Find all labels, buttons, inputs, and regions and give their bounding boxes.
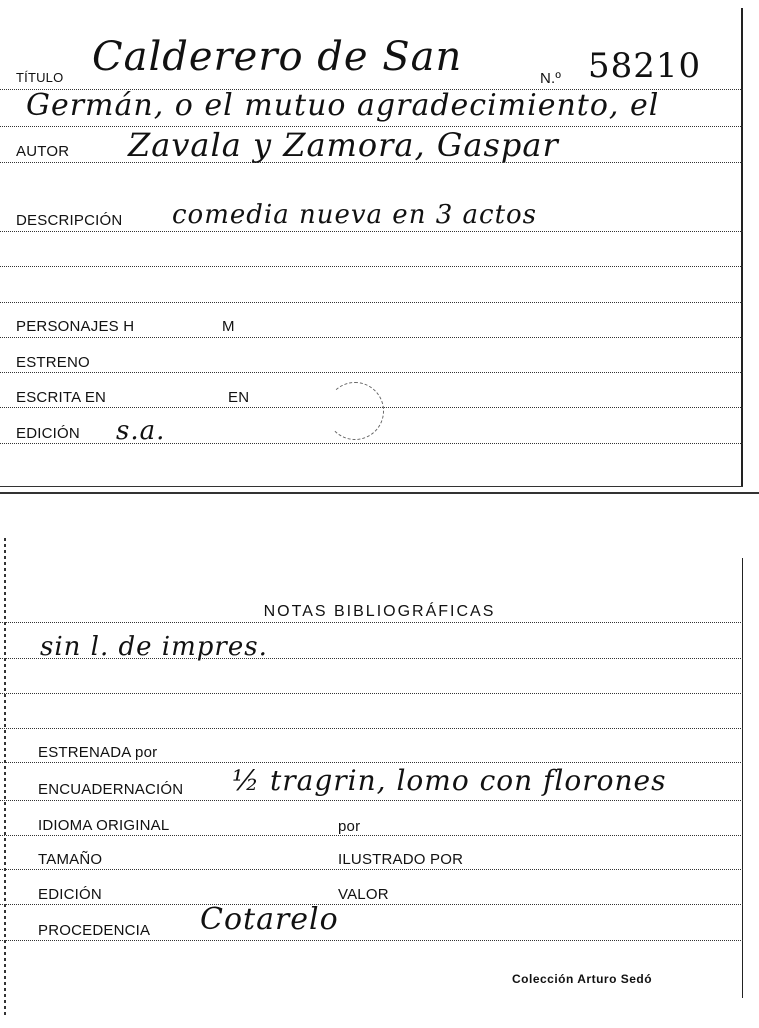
card-right-edge	[741, 8, 743, 486]
tamano-line	[0, 869, 743, 870]
punch-hole-mark	[326, 382, 384, 440]
edicion-line	[0, 443, 743, 444]
personajes-line	[0, 337, 743, 338]
nota-line	[0, 658, 743, 659]
catalog-card-front	[0, 0, 759, 495]
numero-value: 58210	[588, 46, 702, 86]
tamano-label: TAMAÑO	[38, 851, 103, 868]
valor-label: VALOR	[338, 886, 389, 903]
descripcion-label: DESCRIPCIÓN	[16, 212, 123, 229]
idioma-label: IDIOMA ORIGINAL	[38, 817, 170, 834]
descripcion-line	[0, 231, 743, 232]
card-bottom-edge	[0, 486, 743, 487]
notas-line	[0, 622, 743, 623]
titulo-label: TÍTULO	[16, 70, 64, 85]
edicion-value: s.a.	[116, 416, 166, 446]
blank-line-1	[0, 266, 743, 267]
autor-value: Zavala y Zamora, Gaspar	[128, 126, 559, 164]
titulo-value: Calderero de San	[92, 34, 463, 80]
ilustrado-label: ILUSTRADO POR	[338, 851, 464, 868]
idioma-line	[0, 835, 743, 836]
blank-line-4	[0, 728, 743, 729]
idioma-por-label: por	[338, 818, 361, 835]
procedencia-line	[0, 940, 743, 941]
collection-footer: Colección Arturo Sedó	[512, 972, 653, 986]
edicion-label: EDICIÓN	[16, 425, 80, 442]
descripcion-value: comedia nueva en 3 actos	[172, 200, 538, 230]
titulo-continuation: Germán, o el mutuo agradecimiento, el	[26, 88, 660, 123]
autor-label: AUTOR	[16, 143, 70, 160]
edicion-back-line	[0, 904, 743, 905]
estreno-line	[0, 372, 743, 373]
notas-heading: NOTAS BIBLIOGRÁFICAS	[263, 603, 496, 620]
personajes-m-label: M	[222, 318, 235, 335]
card-right-edge-back	[742, 558, 743, 998]
escrita-en-label: EN	[228, 389, 250, 406]
estrenada-label: ESTRENADA por	[38, 744, 158, 761]
numero-label: N.º	[540, 70, 562, 87]
procedencia-value: Cotarelo	[200, 902, 339, 937]
catalog-card-back	[0, 538, 759, 1018]
autor-line	[0, 162, 743, 163]
blank-line-3	[0, 693, 743, 694]
edicion-back-label: EDICIÓN	[38, 886, 102, 903]
personajes-label: PERSONAJES H	[16, 318, 135, 335]
procedencia-label: PROCEDENCIA	[38, 922, 151, 939]
estrenada-line	[0, 762, 743, 763]
nota-value: sin l. de impres.	[40, 632, 268, 662]
escrita-label: ESCRITA EN	[16, 389, 107, 406]
encuadernacion-label: ENCUADERNACIÓN	[38, 781, 184, 798]
estreno-label: ESTRENO	[16, 354, 90, 371]
blank-line-2	[0, 302, 743, 303]
card-divider	[0, 492, 759, 494]
encuadernacion-line	[0, 800, 743, 801]
encuadernacion-value: ½ tragrin, lomo con florones	[232, 764, 667, 797]
